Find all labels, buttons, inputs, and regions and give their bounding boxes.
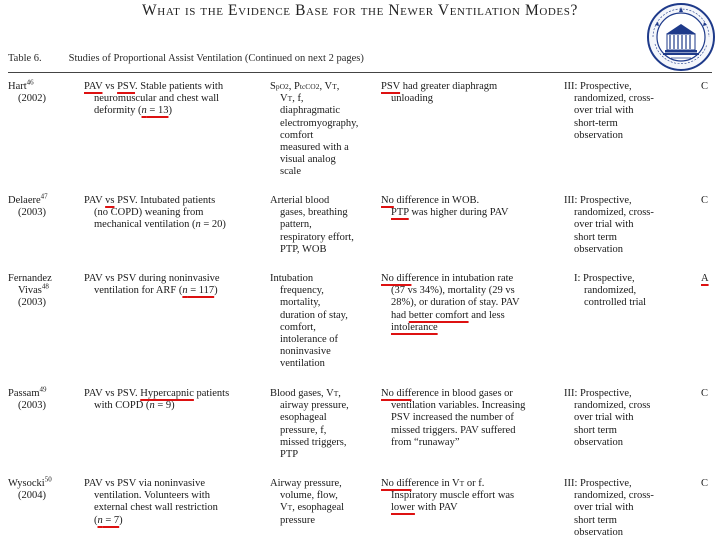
evidence-level-cell [564,81,688,142]
outcome-line: comfort [280,129,314,141]
level-line: short-term [574,117,618,129]
page-title: What is the Evidence Base for the Newer Ventilation Modes? [142,2,578,19]
design-line: PAV vs PSV during noninvasive [84,273,220,284]
results-cell [381,81,557,105]
result-line: 28%), or duration of stay. PAV [391,297,520,309]
design-line: PAV vs PSV. Stable patients with [84,81,224,92]
outcome-line: respiratory effort, [280,231,354,243]
ref-citation: 50 [44,475,52,484]
grade-cell: C [701,195,709,206]
result-line: missed triggers. PAV suffered [391,424,516,436]
outcome-line: missed triggers, [280,436,347,448]
design-line: mechanical ventilation (n = 20) [94,219,226,231]
grade-value: A [701,273,709,284]
outcomes-cell [270,478,372,527]
ref-author: Delaere [8,195,41,206]
ref-citation: 47 [40,192,48,201]
university-seal-logo [646,2,716,72]
ref-author: Fernandez [8,273,52,284]
level-line: short term [574,231,617,243]
outcome-line: visual analog [280,154,336,166]
ref-citation: 48 [41,282,49,291]
ref-year: (2003) [18,400,46,412]
level-line: over trial with [574,502,634,514]
grade-cell: C [701,388,709,399]
design-line: PAV vs PSV. Hypercapnic patients [84,388,230,399]
outcome-line: PTP [280,449,299,461]
design-cell [84,388,260,412]
outcome-line: PTP, WOB [280,243,327,255]
outcome-line: esophageal [280,412,327,424]
result-line: PTP was higher during PAV [391,207,509,219]
level-line: randomized, cross- [574,93,654,105]
table-label: Table 6. [8,53,42,64]
level-line: randomized, cross [574,400,651,412]
design-cell [84,195,260,232]
outcomes-cell [270,81,372,179]
design-line: (n = 7) [94,514,123,526]
outcome-line: scale [280,166,301,178]
design-line: with COPD (n = 9) [94,400,175,412]
result-line: No difference in WOB. [381,195,480,206]
result-line: PSV increased the number of [391,412,514,424]
outcome-line: electromyography, [280,117,359,129]
evidence-level-cell [564,478,688,539]
level-line: I: Prospective, [574,273,635,284]
result-line: from “runaway” [391,436,460,448]
outcome-line: ventilation [280,358,325,370]
outcome-line: duration of stay, [280,309,348,321]
level-line: observation [574,129,623,141]
ref-year: (2002) [18,93,46,105]
level-line: randomized, cross- [574,207,654,219]
table-top-rule [8,72,712,73]
grade-cell: C [701,81,709,92]
outcome-line: diaphragmatic [280,105,341,117]
design-line: ventilation for ARF (n = 117) [94,285,218,297]
outcome-line: mortality, [280,297,321,309]
level-line: over trial with [574,105,634,117]
ref-year: (2003) [18,297,46,309]
outcomes-cell [270,388,372,461]
ref-author: Passam [8,388,40,399]
result-line: No difference in VT or f. [381,478,485,489]
result-line: (37 vs 34%), mortality (29 vs [391,285,515,297]
design-cell [84,478,260,527]
level-line: short term [574,514,617,526]
outcomes-cell [270,273,372,371]
outcome-line: noninvasive [280,346,331,358]
level-line: randomized, cross- [574,490,654,502]
ref-year: (2003) [18,207,46,219]
grade-cell [701,273,715,285]
outcome-line: pressure [280,514,315,526]
table-caption [8,53,364,64]
result-line: had better comfort and less [391,309,505,321]
table-caption-text: Studies of Proportional Assist Ventilation (Continued on next 2 pages) [68,53,364,64]
results-cell [381,478,557,515]
results-cell [381,273,557,334]
level-line: III: Prospective, [564,81,632,92]
evidence-level-cell [564,273,688,310]
outcome-line: frequency, [280,285,324,297]
outcome-line: VT, esophageal [280,502,345,514]
reference-cell [8,273,70,310]
outcome-line: pressure, f, [280,424,327,436]
ref-author: Wysocki [8,478,45,489]
level-line: III: Prospective, [564,388,632,399]
level-line: observation [574,436,623,448]
reference-cell [8,475,70,502]
outcome-line: VT, f, [280,93,304,105]
level-line: observation [574,526,623,538]
design-line: PAV vs PSV via noninvasive [84,478,205,489]
result-line: ventilation variables. Increasing [391,400,526,412]
outcome-line: comfort, [280,321,316,333]
reference-cell [8,78,70,105]
reference-cell [8,192,70,219]
level-line: over trial with [574,412,634,424]
outcome-line: Arterial blood [270,195,330,206]
outcome-line: volume, flow, [280,490,338,502]
design-line: neuromuscular and chest wall [94,93,220,105]
outcome-line: Intubation [270,273,314,284]
outcome-line: intolerance of [280,334,339,346]
level-line: short term [574,424,617,436]
design-line: external chest wall restriction [94,502,218,514]
outcome-line: pattern, [280,219,312,231]
design-line: (no COPD) weaning from [94,207,204,219]
reference-cell [8,385,70,412]
outcome-line: SpO2, PtcCO2, VT, [270,81,340,92]
level-line: III: Prospective, [564,195,632,206]
ref-citation: 49 [39,385,47,394]
results-cell [381,388,557,449]
level-line: observation [574,243,623,255]
result-line: lower with PAV [391,502,458,514]
level-line: over trial with [574,219,634,231]
level-line: controlled trial [584,297,647,309]
outcome-line: airway pressure, [280,400,349,412]
evidence-level-cell [564,195,688,256]
result-line: unloading [391,93,433,105]
design-cell [84,81,260,118]
outcomes-cell [270,195,372,256]
outcome-line: Blood gases, VT, [270,388,341,399]
evidence-level-cell [564,388,688,449]
result-line: intolerance [391,321,438,333]
grade-cell: C [701,478,709,489]
ref-year: (2004) [18,490,46,502]
design-line: PAV vs PSV. Intubated patients [84,195,216,206]
ref-author: Hart [8,81,27,92]
level-line: III: Prospective, [564,478,632,489]
outcome-line: gases, breathing [280,207,348,219]
outcome-line: measured with a [280,142,349,154]
result-line: Inspiratory muscle effort was [391,490,515,502]
results-cell [381,195,557,219]
ref-citation: 46 [26,78,34,87]
ref-author-cont: Vivas [18,285,42,297]
design-cell [84,273,260,297]
outcome-line: Airway pressure, [270,478,342,489]
design-line: deformity (n = 13) [94,105,172,117]
design-line: ventilation. Volunteers with [94,490,210,502]
level-line: randomized, [584,285,637,297]
result-line: No difference in intubation rate [381,273,514,284]
result-line: PSV had greater diaphragm [381,81,498,92]
result-line: No difference in blood gases or [381,388,513,399]
